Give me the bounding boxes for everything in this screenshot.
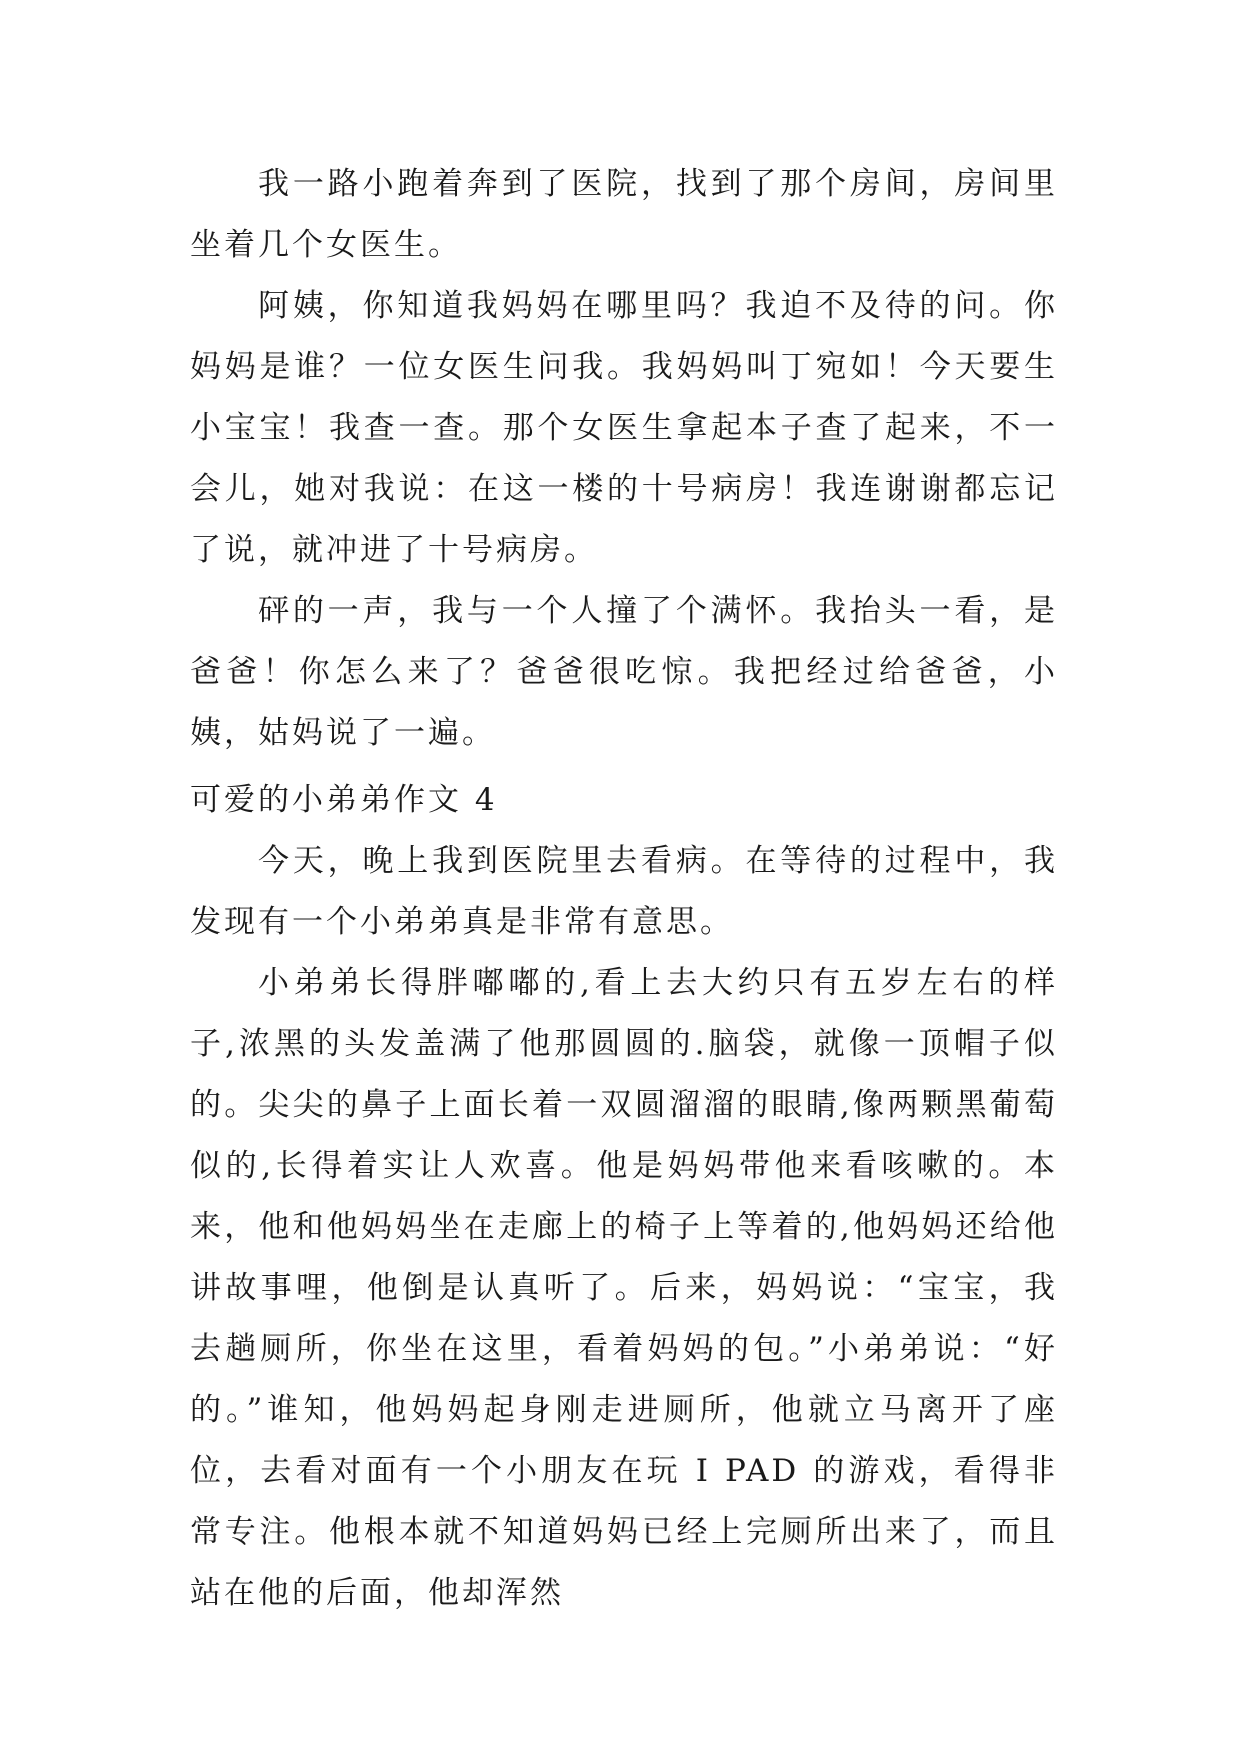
paragraph: 砰的一声，我与一个人撞了个满怀。我抬头一看，是爸爸！你怎么来了？爸爸很吃惊。我把经过给爸爸，小姨，姑妈说了一遍。 — [190, 593, 1058, 751]
paragraph: 小弟弟长得胖嘟嘟的,看上去大约只有五岁左右的样子,浓黑的头发盖满了他那圆圆的.脑袋，就像一顶帽子似的。尖尖的鼻子上面长着一双圆溜溜的眼睛,像两颗黑葡萄似的,长得着实让人欢喜。他是妈妈带他来看咳嗽的。本来，他和他妈妈坐在走廊上的椅子上等着的,他妈妈还给他讲故事哩，他倒是认真听了。后来，妈妈说：“宝宝，我去趟厕所，你坐在这里，看着妈妈的包。”小弟弟说：“好的。”谁知，他妈妈起身刚走进厕所，他就立马离开了座位，去看对面有一个小朋友在玩 I PAD 的游戏，看得非常专注。他根本就不知道妈妈已经上完厕所出来了，而且站在他的后面，他却浑然 — [190, 965, 1058, 1611]
paragraph: 阿姨，你知道我妈妈在哪里吗？我迫不及待的问。你妈妈是谁？一位女医生问我。我妈妈叫丁宛如！今天要生小宝宝！我查一查。那个女医生拿起本子查了起来，不一会儿，她对我说：在这一楼的十号病房！我连谢谢都忘记了说，就冲进了十号病房。 — [190, 288, 1058, 568]
section-2-body — [190, 831, 1058, 1624]
paragraph: 我一路小跑着奔到了医院，找到了那个房间，房间里坐着几个女医生。 — [190, 166, 1058, 263]
paragraph: 今天，晚上我到医院里去看病。在等待的过程中，我发现有一个小弟弟真是非常有意思。 — [190, 843, 1058, 940]
essay-title: 可爱的小弟弟作文 4 — [190, 782, 498, 818]
section-1-body — [190, 154, 1058, 764]
